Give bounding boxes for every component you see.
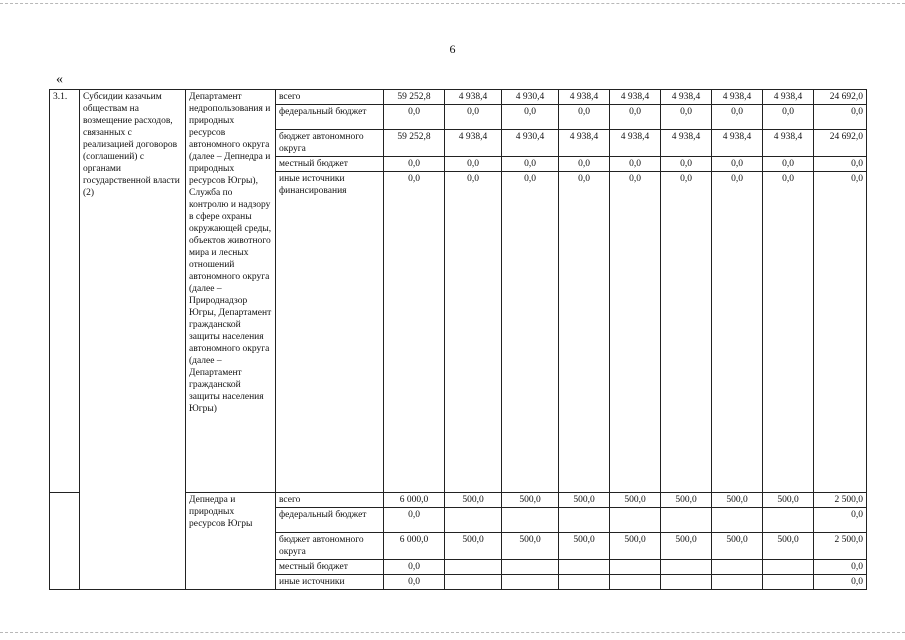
value-cell [661,508,712,533]
value-cell: 4 938,4 [661,130,712,157]
value-cell: 6 000,0 [384,533,445,560]
value-cell [610,575,661,590]
value-cell [502,508,559,533]
value-cell: 500,0 [610,493,661,508]
value-cell: 4 938,4 [712,90,763,105]
value-cell: 0,0 [384,157,445,172]
value-cell: 4 938,4 [610,90,661,105]
scan-edge-top [0,3,905,4]
value-cell [763,575,814,590]
value-cell: 59 252,8 [384,90,445,105]
value-cell [559,560,610,575]
opening-quote: « [56,72,63,87]
funding-source-cell: всего [276,493,384,508]
row-number-cell-empty [50,493,80,590]
value-cell: 0,0 [384,508,445,533]
value-cell: 59 252,8 [384,130,445,157]
value-cell: 0,0 [384,575,445,590]
value-cell: 500,0 [763,493,814,508]
value-cell: 4 930,4 [502,90,559,105]
value-cell: 500,0 [445,493,502,508]
value-cell: 500,0 [445,533,502,560]
value-cell: 0,0 [814,172,867,493]
value-cell: 0,0 [763,172,814,493]
value-cell: 0,0 [559,157,610,172]
value-cell: 500,0 [502,533,559,560]
value-cell: 6 000,0 [384,493,445,508]
value-cell: 0,0 [814,105,867,130]
value-cell: 4 938,4 [559,130,610,157]
page-number: 6 [449,42,456,56]
value-cell: 0,0 [610,172,661,493]
value-cell: 24 692,0 [814,90,867,105]
value-cell: 0,0 [712,105,763,130]
value-cell: 2 500,0 [814,533,867,560]
value-cell: 4 938,4 [610,130,661,157]
value-cell: 0,0 [661,105,712,130]
value-cell: 4 938,4 [559,90,610,105]
funding-source-cell: всего [276,90,384,105]
value-cell: 0,0 [763,157,814,172]
value-cell: 0,0 [445,157,502,172]
value-cell: 0,0 [763,105,814,130]
value-cell: 0,0 [661,157,712,172]
value-cell: 0,0 [502,172,559,493]
value-cell [445,575,502,590]
executor-cell: Департамент недропользования и природных ресурсов автономного округа (далее – Депнедра и природных ресурсов Югры), Служба по контролю и надзору в сфере охраны окружающей среды, объектов животного мира и лесных отношений автономного округа (далее – Природнадзор Югры, Департамент гражданской защиты населения автономного округа (далее – Департамент гражданской защиты населения Югры) [186,90,276,493]
funding-source-cell: местный бюджет [276,157,384,172]
value-cell: 4 930,4 [502,130,559,157]
scan-edge-bottom [0,632,905,633]
value-cell [502,560,559,575]
value-cell [559,575,610,590]
value-cell: 500,0 [712,533,763,560]
value-cell [661,560,712,575]
funding-source-cell: иные источники финансирования [276,172,384,493]
value-cell [445,508,502,533]
executor-cell: Депнедра и природных ресурсов Югры [186,493,276,590]
value-cell: 500,0 [661,533,712,560]
value-cell [610,508,661,533]
value-cell: 0,0 [814,508,867,533]
value-cell: 500,0 [559,493,610,508]
value-cell: 0,0 [712,157,763,172]
funding-source-cell: федеральный бюджет [276,508,384,533]
table-row [50,90,867,105]
value-cell: 500,0 [763,533,814,560]
value-cell: 0,0 [445,172,502,493]
value-cell [661,575,712,590]
value-cell: 0,0 [502,105,559,130]
value-cell: 500,0 [610,533,661,560]
value-cell [610,560,661,575]
value-cell: 0,0 [712,172,763,493]
value-cell: 4 938,4 [712,130,763,157]
value-cell: 0,0 [559,105,610,130]
subsidy-name-cell: Субсидии казачьим обществам на возмещение расходов, связанных с реализацией договоров (соглашений) с органами государственной власти (2) [80,90,186,590]
value-cell: 0,0 [814,560,867,575]
value-cell: 0,0 [384,560,445,575]
value-cell: 500,0 [502,493,559,508]
funding-source-cell: бюджет автономного округа [276,130,384,157]
funding-source-cell: местный бюджет [276,560,384,575]
value-cell: 4 938,4 [661,90,712,105]
value-cell: 0,0 [661,172,712,493]
value-cell: 500,0 [661,493,712,508]
value-cell [502,575,559,590]
value-cell: 4 938,4 [763,90,814,105]
value-cell: 500,0 [559,533,610,560]
value-cell: 4 938,4 [445,130,502,157]
value-cell: 2 500,0 [814,493,867,508]
value-cell [763,508,814,533]
value-cell: 4 938,4 [763,130,814,157]
value-cell [712,508,763,533]
value-cell: 0,0 [559,172,610,493]
value-cell [763,560,814,575]
value-cell: 0,0 [610,157,661,172]
funding-source-cell: федеральный бюджет [276,105,384,130]
value-cell: 0,0 [502,157,559,172]
value-cell [712,560,763,575]
value-cell [559,508,610,533]
value-cell: 0,0 [814,157,867,172]
value-cell: 0,0 [610,105,661,130]
row-number-cell: 3.1. [50,90,80,493]
value-cell: 24 692,0 [814,130,867,157]
financing-table [49,89,867,590]
value-cell: 0,0 [445,105,502,130]
value-cell [445,560,502,575]
value-cell: 0,0 [384,105,445,130]
value-cell: 4 938,4 [445,90,502,105]
funding-source-cell: иные источники [276,575,384,590]
value-cell [712,575,763,590]
funding-source-cell: бюджет автономного округа [276,533,384,560]
value-cell: 500,0 [712,493,763,508]
value-cell: 0,0 [384,172,445,493]
value-cell: 0,0 [814,575,867,590]
